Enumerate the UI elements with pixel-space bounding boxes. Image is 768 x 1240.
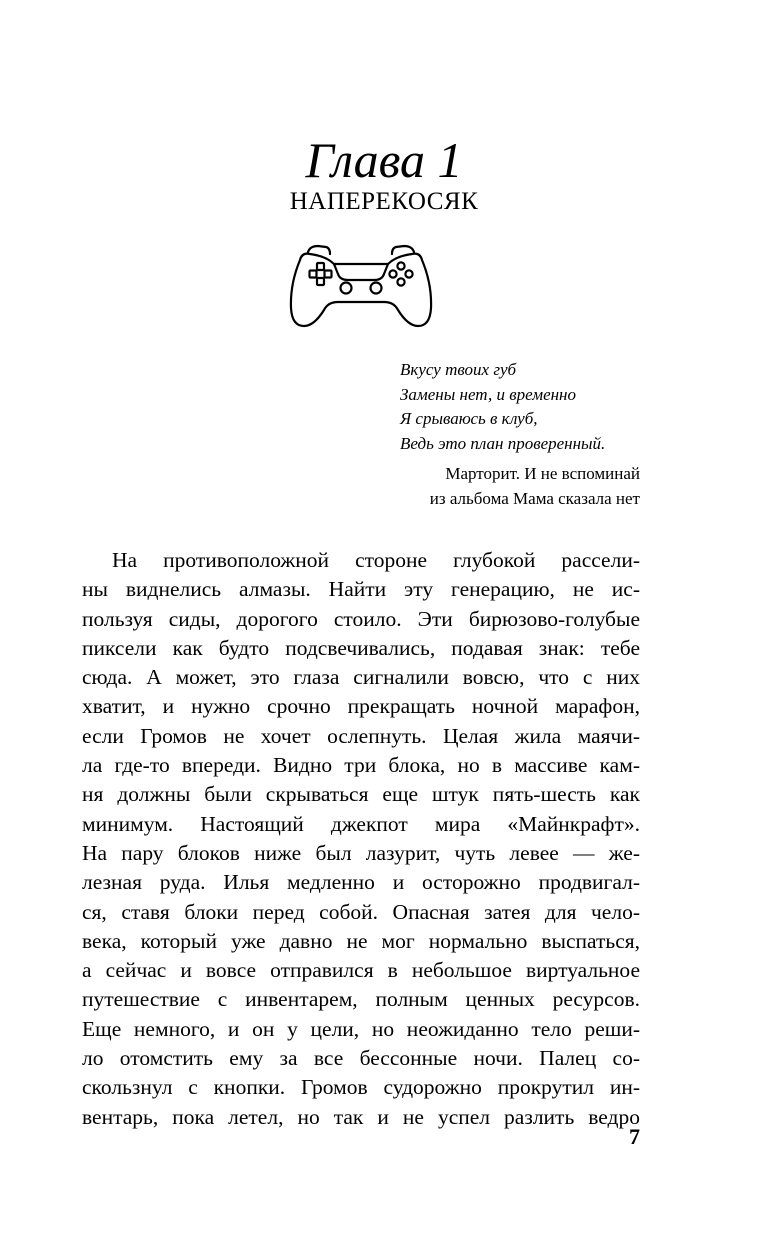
epigraph-verse	[388, 358, 640, 456]
gamepad-icon	[288, 244, 434, 330]
body-line: сюда. А может, это глаза сигналили вовсю, что с них	[82, 665, 640, 690]
epigraph-line: Я срываюсь в клуб,	[400, 409, 538, 428]
body-line: минимум. Настоящий джекпот мира «Майнкрафт».	[82, 811, 640, 836]
chapter-title: Глава 1	[305, 132, 463, 188]
epigraph-line: Замены нет, и временно	[400, 384, 576, 404]
body-line: лезная руда. Илья медленно и осторожно продвигал-	[82, 870, 640, 895]
epigraph	[388, 358, 640, 511]
body-line: пользуя сиды, дорогого стоило. Эти бирюзово-голубые	[82, 606, 640, 631]
body-text	[82, 546, 640, 1132]
body-line: На противоположной стороне глубокой рассели-	[112, 548, 640, 572]
body-line: вентарь, пока летел, но так и не успел разлить ведро	[82, 1104, 640, 1129]
epigraph-line: Ведь это план проверенный.	[400, 433, 606, 453]
body-line: пиксели как будто подсвечивались, подавая знак: тебе	[82, 635, 640, 660]
body-line: ло отомстить ему за все бессонные ночи. Палец со-	[82, 1046, 640, 1071]
body-line: ня должны были скрываться еще штук пять-шесть как	[82, 782, 640, 807]
body-line: Еще немного, и он у цели, но неожиданно тело реши-	[82, 1016, 640, 1041]
chapter-subtitle: НАПЕРЕКОСЯК	[289, 188, 479, 215]
body-line: хватит, и нужно срочно прекращать ночной марафон,	[82, 694, 640, 719]
body-line: скользнул с кнопки. Громов судорожно прокрутил ин-	[82, 1075, 640, 1100]
epigraph-line: Вкусу твоих губ	[400, 360, 517, 379]
page-number: 7	[629, 1124, 640, 1149]
body-line: путешествие с инвентарем, полным ценных ресурсов.	[82, 987, 640, 1012]
body-line: ла где-то впереди. Видно три блока, но в массиве кам-	[82, 753, 640, 778]
body-line: если Громов не хочет ослепнуть. Целая жила маячи-	[82, 723, 640, 748]
epigraph-source-line: из альбома Мама сказала нет	[429, 488, 640, 508]
body-line: а сейчас и вовсе отправился в небольшое виртуальное	[82, 958, 640, 983]
epigraph-source	[388, 462, 640, 511]
body-line: ны виднелись алмазы. Найти эту генерацию, не ис-	[82, 577, 640, 602]
body-line: века, который уже давно не мог нормально выспаться,	[82, 928, 640, 953]
body-line: ся, ставя блоки перед собой. Опасная затея для чело-	[82, 899, 640, 924]
body-line: На пару блоков ниже был лазурит, чуть левее — же-	[82, 840, 640, 865]
epigraph-source-line: Марторит. И не вспоминай	[445, 464, 640, 483]
